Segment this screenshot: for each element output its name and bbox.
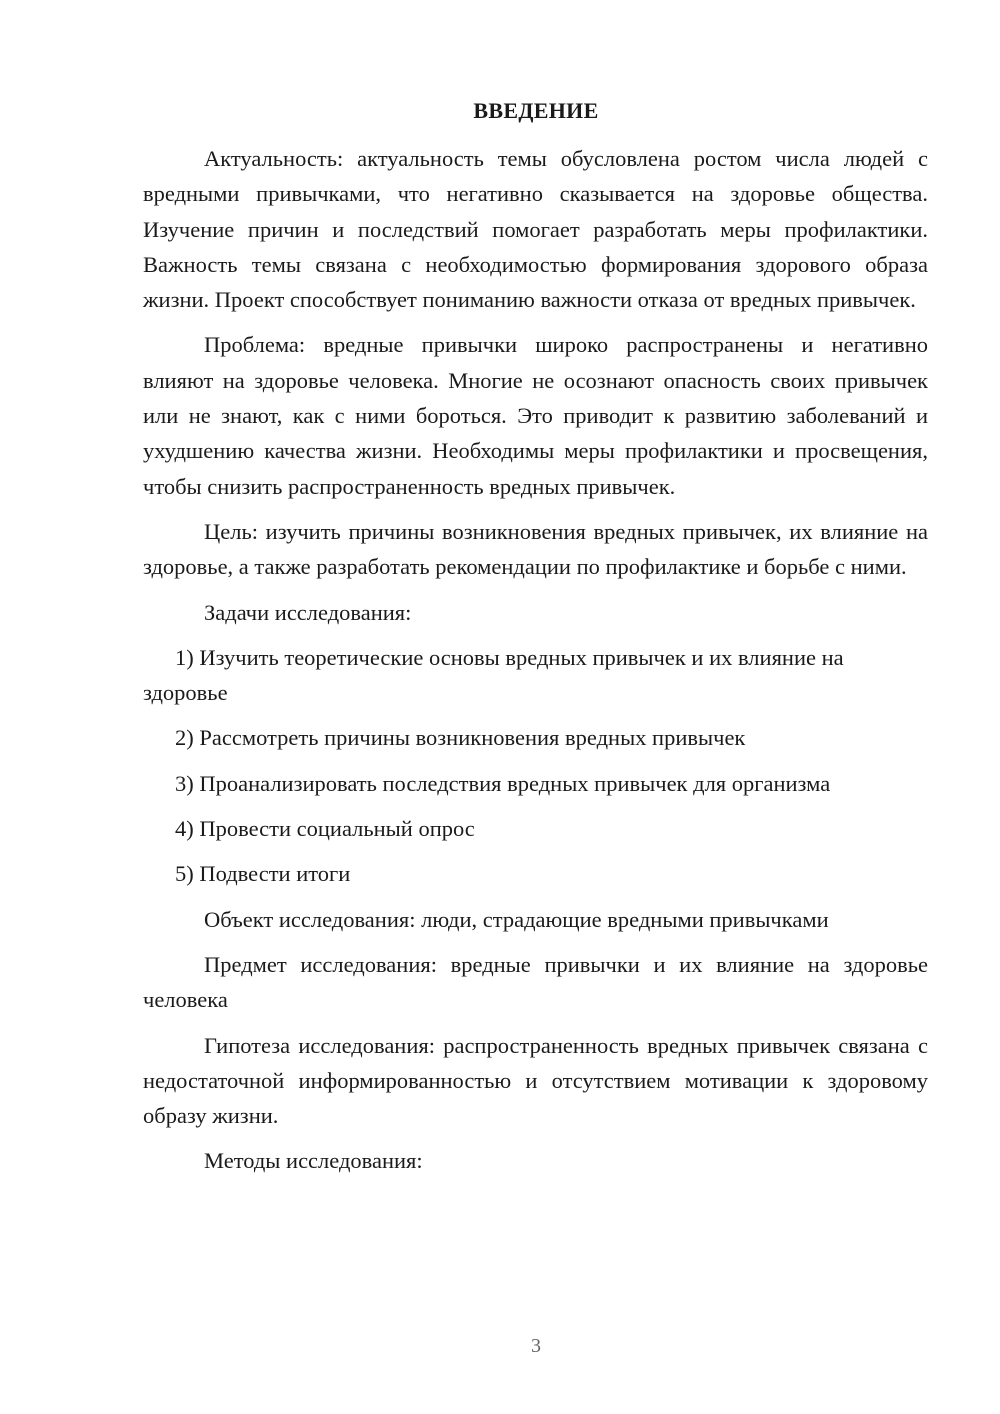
page-number: 3: [531, 1335, 541, 1357]
hypothesis-paragraph: Гипотеза исследования: распространенность вредных привычек связана с недостаточной информированностью и отсутствием мотивации к здоровому образу жизни.: [143, 1032, 928, 1129]
task-item: 4) Провести социальный опрос: [175, 816, 475, 842]
relevance-paragraph: Актуальность: актуальность темы обусловлена ростом числа людей с вредными привычками, что негативно сказывается на здоровье общества. Изучение причин и последствий помогает разработать меры профилактики. Важность темы связана с необходимостью формирования здорового образа жизни. Проект способствует пониманию важности отказа от вредных привычек.: [143, 146, 928, 313]
task-item: 3) Проанализировать последствия вредных привычек для организма: [175, 770, 831, 796]
subject-paragraph: Предмет исследования: вредные привычки и их влияние на здоровье человека: [143, 951, 928, 1013]
object-paragraph: Объект исследования: люди, страдающие вредными привычками: [204, 906, 829, 932]
task-item: 1) Изучить теоретические основы вредных привычек и их влияние на здоровье: [143, 644, 844, 706]
tasks-heading: Задачи исследования:: [204, 599, 412, 625]
task-item: 5) Подвести итоги: [175, 861, 351, 887]
methods-heading: Методы исследования:: [204, 1148, 423, 1174]
document-body: [143, 141, 928, 1179]
goal-paragraph: Цель: изучить причины возникновения вредных привычек, их влияние на здоровье, а также разработать рекомендации по профилактике и борьбе с ними.: [143, 518, 928, 580]
section-title: ВВЕДЕНИЕ: [473, 98, 599, 123]
problem-paragraph: Проблема: вредные привычки широко распространены и негативно влияют на здоровье человека. Многие не осознают опасность своих привычек или не знают, как с ними бороться. Это приводит к развитию заболеваний и ухудшению качества жизни. Необходимы меры профилактики и просвещения, чтобы снизить распространенность вредных привычек.: [143, 332, 928, 499]
task-item: 2) Рассмотреть причины возникновения вредных привычек: [175, 725, 746, 751]
